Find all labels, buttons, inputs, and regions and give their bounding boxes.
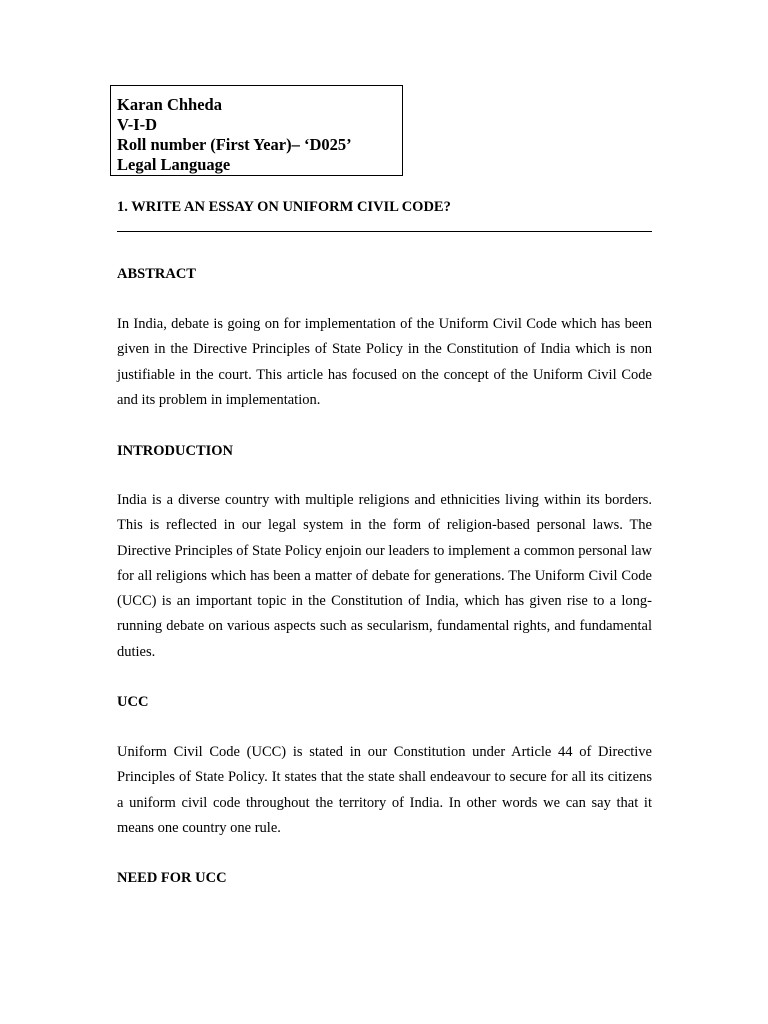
student-name: Karan Chheda [117,95,222,114]
roll-number: Roll number (First Year)– ‘D025’ [117,135,352,154]
introduction-paragraph: India is a diverse country with multiple religions and ethnicities living within its borders. This is reflected in our legal system in the form of religion-based personal laws. The Directive Principles of State Policy enjoin our leaders to implement a common personal law for all religions which has been a matter of debate for generations. The Uniform Civil Code (UCC) is an important topic in the Constitution of India, which has given rise to a long-running debate on various aspects such as secularism, fundamental rights, and fundamental duties. [117,492,652,660]
subject-name: Legal Language [117,155,231,174]
abstract-heading: ABSTRACT [117,266,196,282]
abstract-paragraph: In India, debate is going on for implementation of the Uniform Civil Code which has been given in the Directive Principles of State Policy in the Constitution of India which is non justifiable in the court. This article has focused on the concept of the Uniform Civil Code and its problem in implementation. [117,316,652,408]
introduction-heading: INTRODUCTION [117,443,234,459]
essay-question: 1. WRITE AN ESSAY ON UNIFORM CIVIL CODE? [117,199,451,215]
horizontal-rule [117,231,652,232]
ucc-paragraph: Uniform Civil Code (UCC) is stated in our Constitution under Article 44 of Directive Principles of State Policy. It states that the state shall endeavour to secure for all its citizens a uniform civil code throughout the territory of India. In other words we can say that it means one country one rule. [117,744,652,836]
student-division: V-I-D [117,115,158,134]
need-for-ucc-heading: NEED FOR UCC [117,870,227,886]
ucc-heading: UCC [117,694,149,710]
student-info-box [110,85,403,176]
